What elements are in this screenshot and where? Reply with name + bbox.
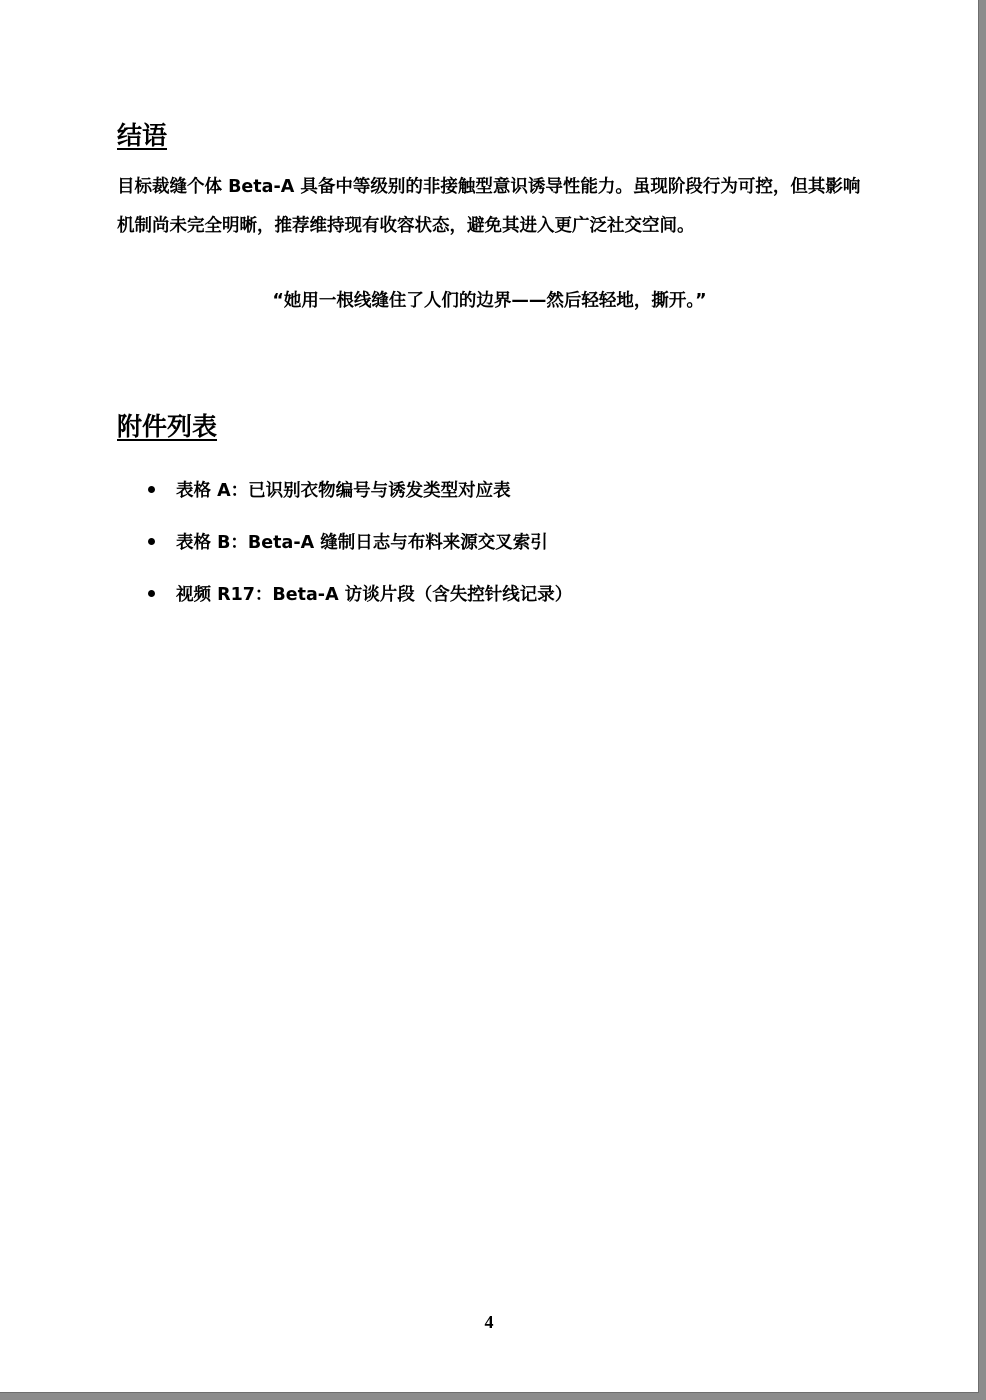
attachment-item-label: 表格 A：已识别衣物编号与诱发类型对应表 — [176, 480, 511, 501]
conclusion-paragraph: 目标裁缝个体 Beta-A 具备中等级别的非接触型意识诱导性能力。虽现阶段行为可控，但其影响机制尚未完全明晰，推荐维持现有收容状态，避免其进入更广泛社交空间。 — [117, 177, 861, 236]
attachment-item — [145, 522, 572, 560]
page-number: 4 — [484, 1312, 494, 1332]
attachment-item — [145, 574, 572, 612]
attachment-item-label: 视频 R17：Beta-A 访谈片段（含失控针线记录） — [176, 584, 573, 605]
conclusion-heading: 结语 — [117, 121, 168, 150]
attachment-item-label: 表格 B：Beta-A 缝制日志与布料来源交叉索引 — [176, 532, 548, 553]
bullet-icon — [148, 538, 155, 545]
attachment-item — [145, 470, 572, 508]
attachments-heading: 附件列表 — [117, 412, 218, 441]
bullet-icon — [148, 590, 155, 597]
bullet-icon — [148, 486, 155, 493]
conclusion-quote: “她用一根线缝住了人们的边界——然后轻轻地，撕开。” — [272, 291, 707, 311]
attachment-list — [145, 470, 572, 626]
